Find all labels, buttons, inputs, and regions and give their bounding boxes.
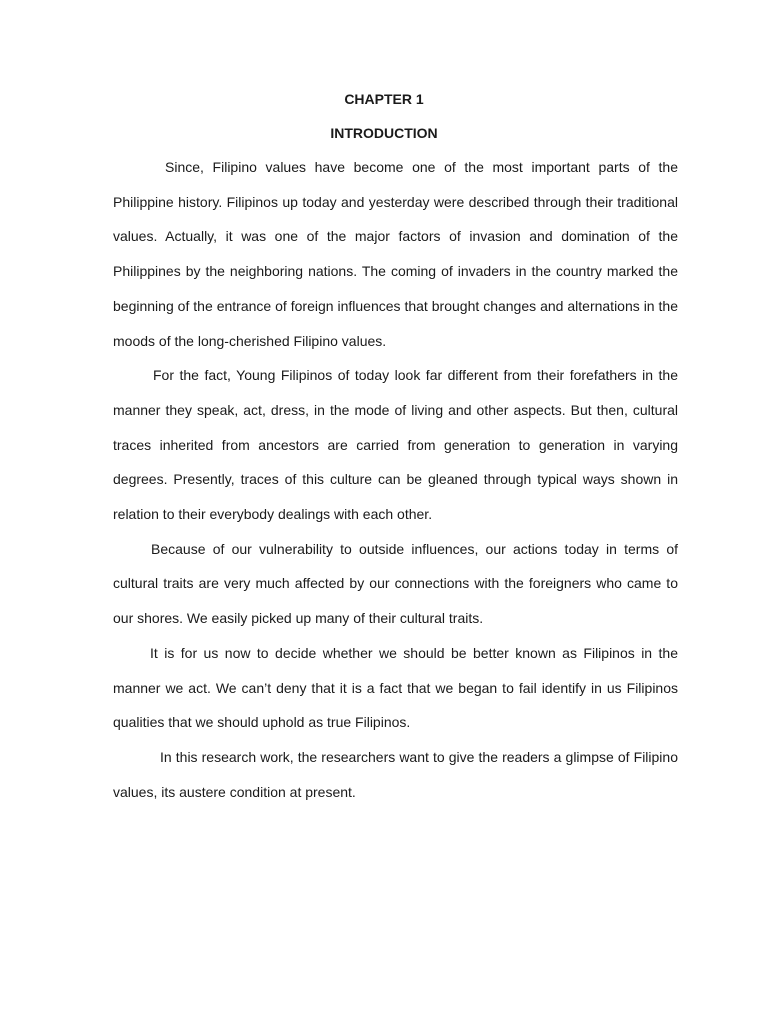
paragraph: Because of our vulnerability to outside influences, our actions today in terms of cultural traits are very much affected by our connections with the foreigners who came to our shores. We easily picked up many of their cultural traits. (113, 540, 678, 627)
body-text (113, 150, 678, 809)
paragraph: For the fact, Young Filipinos of today look far different from their forefathers in the manner they speak, act, dress, in the mode of living and other aspects. But then, cultural traces inherited from ancestors are carried from generation to generation in varying degrees. Presently, traces of this culture can be gleaned through typical ways shown in relation to their everybody dealings with each other. (113, 367, 678, 523)
section-title: INTRODUCTION (330, 125, 438, 141)
paragraph: It is for us now to decide whether we should be better known as Filipinos in the manner we act. We can’t deny that it is a fact that we began to fail identify in us Filipinos qualities that we should uphold as true Filipinos. (113, 644, 678, 731)
chapter-heading: CHAPTER 1 (344, 91, 424, 107)
paragraph: Since, Filipino values have become one of the most important parts of the Philippine history. Filipinos up today and yesterday were described through their traditional values. Actually, it was one of the major factors of invasion and domination of the Philippines by the neighboring nations. The coming of invaders in the country marked the beginning of the entrance of foreign influences that brought changes and alternations in the moods of the long-cherished Filipino values. (113, 159, 678, 349)
paragraph: In this research work, the researchers want to give the readers a glimpse of Filipino values, its austere condition at present. (113, 748, 678, 800)
